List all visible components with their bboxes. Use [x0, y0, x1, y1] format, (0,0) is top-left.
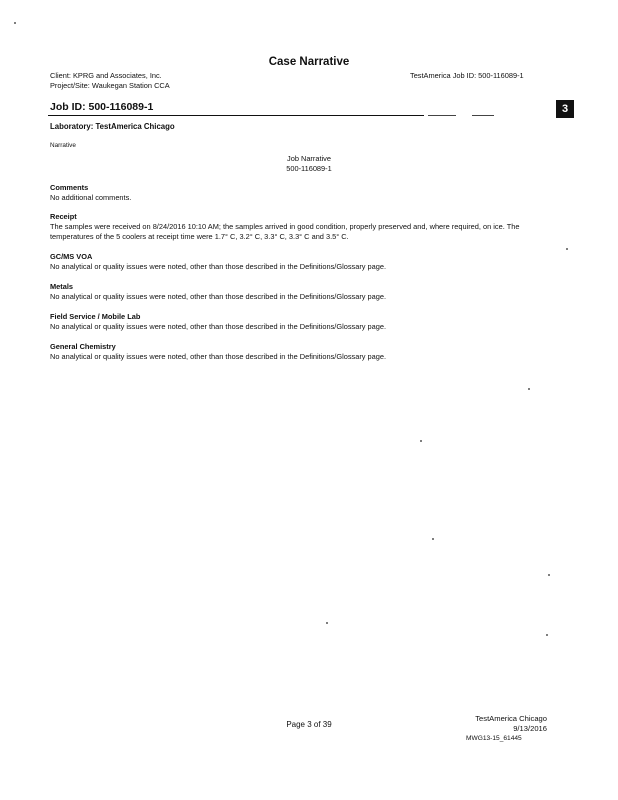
section-heading: Receipt — [50, 212, 77, 221]
section-gcms-voa — [50, 252, 550, 272]
page-title: Case Narrative — [268, 56, 350, 68]
section-receipt — [50, 212, 550, 242]
narrative-label: Narrative — [50, 142, 76, 149]
scan-speck — [14, 22, 16, 24]
footer-lab-block — [440, 714, 547, 734]
section-heading: General Chemistry — [50, 342, 116, 351]
section-tab-badge: 3 — [556, 100, 574, 118]
scan-speck — [548, 574, 550, 576]
client-name: Client: KPRG and Associates, Inc. — [50, 71, 162, 80]
job-reference: TestAmerica Job ID: 500-116089-1 — [410, 71, 524, 80]
laboratory-name: Laboratory: TestAmerica Chicago — [50, 122, 175, 131]
page-number: Page 3 of 39 — [286, 720, 332, 729]
section-body: No analytical or quality issues were noted, other than those described in the Definitions/Glossary page. — [50, 352, 387, 361]
scan-speck — [566, 248, 568, 250]
section-heading: Metals — [50, 282, 74, 291]
section-body: No analytical or quality issues were noted, other than those described in the Definitions/Glossary page. — [50, 292, 387, 301]
job-narrative-id: 500-116089-1 — [286, 164, 332, 173]
section-heading: Comments — [50, 183, 89, 192]
client-block — [50, 71, 170, 91]
heading-rule — [48, 115, 424, 116]
job-narrative-heading: Job Narrative — [287, 154, 331, 163]
job-narrative-title — [0, 154, 618, 174]
section-body: No analytical or quality issues were noted, other than those described in the Definitions/Glossary page. — [50, 262, 387, 271]
section-metals — [50, 282, 550, 302]
section-comments — [50, 183, 550, 203]
footer-date: 9/13/2016 — [513, 724, 547, 733]
scan-speck — [528, 388, 530, 390]
section-general-chemistry — [50, 342, 550, 362]
scan-speck — [546, 634, 548, 636]
heading-rule-dash — [472, 115, 494, 116]
section-body: No analytical or quality issues were noted, other than those described in the Definitions/Glossary page. — [50, 322, 387, 331]
section-field-service — [50, 312, 550, 332]
section-body: No additional comments. — [50, 193, 132, 202]
scan-speck — [420, 440, 422, 442]
heading-rule-dash — [428, 115, 456, 116]
footer-doc-code: MWG13-15_61445 — [466, 735, 522, 742]
job-id-heading: Job ID: 500-116089-1 — [50, 101, 154, 113]
section-heading: Field Service / Mobile Lab — [50, 312, 141, 321]
project-site: Project/Site: Waukegan Station CCA — [50, 81, 170, 90]
scan-speck — [326, 622, 328, 624]
scan-speck — [432, 538, 434, 540]
section-body: The samples were received on 8/24/2016 10:10 AM; the samples arrived in good condition, properly preserved and, where required, on ice. The temperatures of the 5 coolers at receipt time were 1.7° C, 3.2° C, 3.3° C, 3.3° C and 3.5° C. — [50, 222, 520, 241]
section-heading: GC/MS VOA — [50, 252, 93, 261]
footer-lab-name: TestAmerica Chicago — [475, 714, 547, 723]
